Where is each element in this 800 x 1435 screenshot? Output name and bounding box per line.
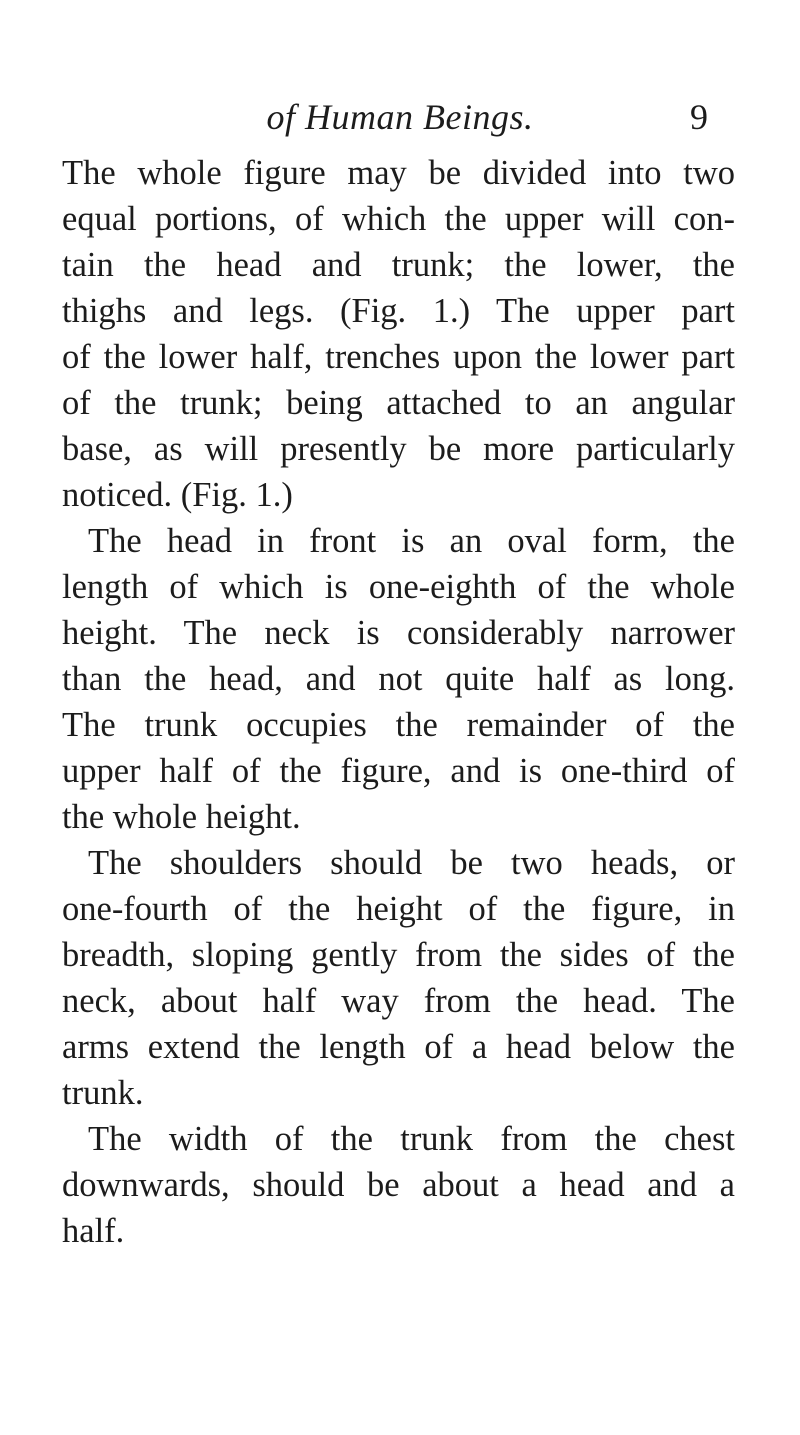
text-line: thighs and legs. (Fig. 1.) The upper part	[62, 292, 735, 330]
paragraph	[62, 518, 735, 840]
text-line: of the trunk; being attached to an angular	[62, 384, 735, 422]
text-line: The head in front is an oval form, the	[88, 522, 735, 560]
paragraph	[62, 840, 735, 1116]
text-line: the whole height.	[62, 798, 301, 836]
text-line: trunk.	[62, 1074, 144, 1112]
text-line: breadth, sloping gently from the sides of the	[62, 936, 735, 974]
body-text	[62, 150, 735, 1254]
text-line: than the head, and not quite half as long.	[62, 660, 735, 698]
text-line: equal portions, of which the upper will con-	[62, 200, 735, 238]
text-line: height. The neck is considerably narrower	[62, 614, 735, 652]
text-line: base, as will presently be more particularly	[62, 430, 735, 468]
text-line: The trunk occupies the remainder of the	[62, 706, 735, 744]
page-number: 9	[690, 97, 708, 137]
text-line: downwards, should be about a head and a	[62, 1166, 735, 1204]
text-line: neck, about half way from the head. The	[62, 982, 735, 1020]
running-head	[0, 92, 800, 142]
text-line: length of which is one-eighth of the whole	[62, 568, 735, 606]
text-line: The width of the trunk from the chest	[88, 1120, 735, 1158]
paragraph	[62, 1116, 735, 1254]
text-line: The shoulders should be two heads, or	[88, 844, 735, 882]
text-line: noticed. (Fig. 1.)	[62, 476, 293, 514]
running-head-title: of Human Beings.	[266, 97, 534, 137]
text-line: upper half of the figure, and is one-third of	[62, 752, 735, 790]
text-line: half.	[62, 1212, 125, 1250]
text-line: arms extend the length of a head below the	[62, 1028, 735, 1066]
text-line: The whole figure may be divided into two	[62, 154, 735, 192]
paragraph	[62, 150, 735, 518]
text-line: of the lower half, trenches upon the lower part	[62, 338, 735, 376]
text-line: tain the head and trunk; the lower, the	[62, 246, 735, 284]
text-line: one-fourth of the height of the figure, in	[62, 890, 735, 928]
